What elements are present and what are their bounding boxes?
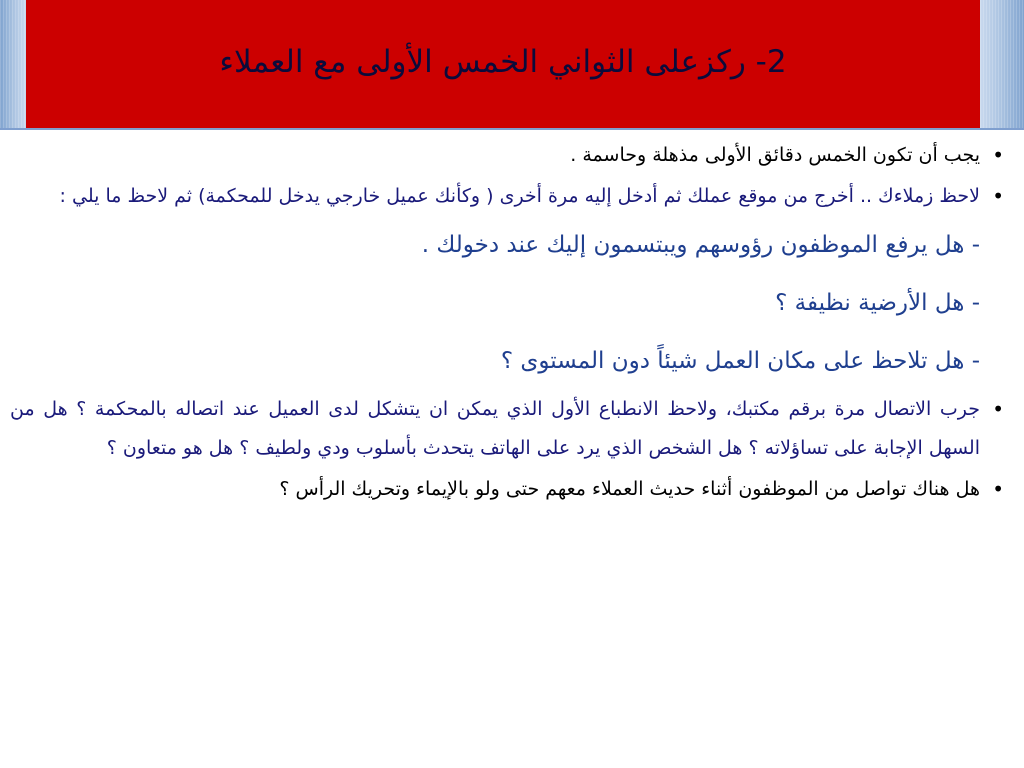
bullet-text: يجب أن تكون الخمس دقائق الأولى مذهلة وحاسمة . <box>570 144 980 166</box>
sub-item <box>10 332 1010 390</box>
bullet-item <box>10 390 1010 468</box>
bullet-dot-icon: • <box>992 397 1004 421</box>
bullet-text: جرب الاتصال مرة برقم مكتبك، ولاحظ الانطباع الأول الذي يمكن ان يتشكل لدى العميل عند اتصاله بالمحكمة ؟ هل من السهل الإجابة على تساؤلاته ؟ هل الشخص الذي يرد على الهاتف يتحدث بأسلوب ودي ولطيف ؟ هل هو متعاون ؟ <box>10 398 980 459</box>
sub-item-text: - هل تلاحظ على مكان العمل شيئاً دون المستوى ؟ <box>500 348 980 374</box>
bullet-item <box>10 136 1010 175</box>
bullet-item <box>10 177 1010 216</box>
bullet-text: هل هناك تواصل من الموظفون أثناء حديث العملاء معهم حتى ولو بالإيماء وتحريك الرأس ؟ <box>279 478 980 500</box>
slide-content <box>10 136 1010 760</box>
title-bar <box>26 0 980 128</box>
bullet-dot-icon: • <box>992 143 1004 167</box>
sub-item-text: - هل يرفع الموظفون رؤوسهم ويبتسمون إليك عند دخولك . <box>421 232 980 258</box>
bullet-dot-icon: • <box>992 477 1004 501</box>
sub-item-text: - هل الأرضية نظيفة ؟ <box>775 290 980 316</box>
bullet-text: لاحظ زملاءك .. أخرج من موقع عملك ثم أدخل إليه مرة أخرى ( وكأنك عميل خارجي يدخل للمحكمة) ثم لاحظ ما يلي : <box>59 185 980 207</box>
sub-item <box>10 216 1010 274</box>
bullet-dot-icon: • <box>992 184 1004 208</box>
bullet-item <box>10 470 1010 509</box>
sub-item <box>10 274 1010 332</box>
slide-title: 2- ركزعلى الثواني الخمس الأولى مع العملاء <box>219 44 787 81</box>
header-decoration-left <box>0 0 26 128</box>
header-decoration-right <box>980 0 1024 128</box>
